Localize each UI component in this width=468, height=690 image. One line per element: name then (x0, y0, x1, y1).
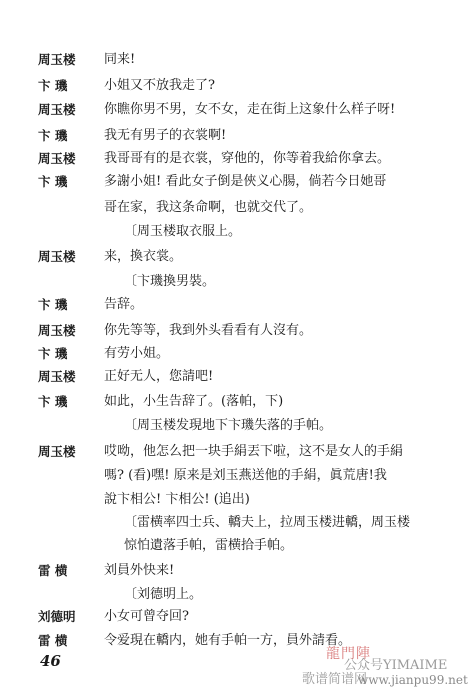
dialogue-continuation: 哥在家，我这条命啊，也就交代了。 (104, 200, 313, 215)
speaker-name: 卞 璣 (38, 78, 68, 93)
dialogue-text: 哎呦，他怎么把一块手絹丟下啦，这不是女人的手絹 (104, 444, 404, 459)
script-line (0, 605, 450, 629)
dialogue-text: 令爱現在轎内，她有手帕一方，員外請看。 (104, 633, 352, 648)
dialogue-text: 我哥哥有的是衣裳，穿他的，你等着我給你拿去。 (104, 151, 391, 166)
script-line (0, 365, 450, 389)
stage-direction: 〔雷横率四士兵、轎夫上，拉周玉楼进轎，周玉楼 (124, 515, 411, 530)
script-line (0, 583, 450, 607)
script-line (0, 147, 450, 171)
dialogue-text: 同来! (104, 52, 136, 67)
dialogue-text: 刘員外快来! (104, 563, 175, 578)
watermark-publisher: 公众号YIMAIME (344, 658, 448, 673)
speaker-name: 卞 璣 (38, 297, 68, 312)
script-line (0, 511, 450, 535)
script-line (0, 98, 450, 122)
dialogue-text: 正好无人，您請吧! (104, 369, 214, 384)
script-line (0, 74, 450, 98)
speaker-name: 周玉楼 (38, 102, 76, 117)
watermark-url: www.jianpu99.net (358, 673, 468, 687)
page-number: 46 (40, 652, 61, 670)
speaker-name: 卞 璣 (38, 128, 68, 143)
dialogue-text: 你先等等，我到外头看看有人沒有。 (104, 323, 313, 338)
script-line (0, 534, 450, 558)
script-line (0, 414, 450, 438)
stage-direction: 〔刘德明上。 (124, 587, 203, 602)
dialogue-text: 小女可曾夺回? (104, 609, 189, 624)
speaker-name: 周玉楼 (38, 323, 76, 338)
speaker-name: 周玉楼 (38, 52, 76, 67)
script-line (0, 319, 450, 343)
script-line (0, 196, 450, 220)
script-line (0, 488, 450, 512)
speaker-name: 卞 璣 (38, 346, 68, 361)
watermark-brand: 龍門陣 (326, 646, 371, 662)
dialogue-text: 来，換衣裳。 (104, 249, 183, 264)
script-line (0, 293, 450, 317)
speaker-name: 雷 横 (38, 633, 68, 648)
script-line (0, 245, 450, 269)
dialogue-text: 告辞。 (104, 297, 144, 312)
stage-direction: 〔卞璣換男裝。 (124, 274, 216, 289)
script-line (0, 440, 450, 464)
script-line (0, 464, 450, 488)
speaker-name: 卞 璣 (38, 394, 68, 409)
speaker-name: 雷 横 (38, 563, 68, 578)
dialogue-text: 多謝小姐! 看此女子倒是俠义心腸，倘若今日她哥 (104, 174, 387, 189)
script-line (0, 270, 450, 294)
script-line (0, 629, 450, 653)
speaker-name: 周玉楼 (38, 369, 76, 384)
speaker-name: 周玉楼 (38, 444, 76, 459)
stage-direction: 〔周玉楼取衣服上。 (124, 224, 242, 239)
script-line (0, 220, 450, 244)
speaker-name: 周玉楼 (38, 151, 76, 166)
stage-direction: 〔周玉楼发現地下卞璣失落的手帕。 (124, 418, 333, 433)
dialogue-text: 我无有男子的衣裳啊! (104, 128, 227, 143)
dialogue-continuation: 嗎? (看)嘿! 原来是刘玉燕送他的手絹，眞荒唐!我 (104, 468, 387, 483)
speaker-name: 周玉楼 (38, 249, 76, 264)
speaker-name: 刘德明 (38, 609, 76, 624)
dialogue-text: 有劳小姐。 (104, 346, 170, 361)
dialogue-text: 如此，小生告辞了。(落帕，下) (104, 394, 284, 409)
script-line (0, 559, 450, 583)
script-line (0, 342, 450, 366)
dialogue-continuation: 說卞相公! 卞相公! (追出) (104, 492, 250, 507)
script-line (0, 124, 450, 148)
dialogue-text: 你瞧你男不男，女不女，走在街上这象什么样子呀! (104, 102, 396, 117)
script-line (0, 170, 450, 194)
script-line (0, 390, 450, 414)
script-line (0, 48, 450, 72)
watermark-site-label: 歌谱简谱网 (302, 672, 368, 687)
speaker-name: 卞 璣 (38, 174, 68, 189)
dialogue-text: 小姐又不放我走了? (104, 78, 215, 93)
stage-direction: 惊怕遺落手帕，雷横拾手帕。 (124, 538, 294, 553)
